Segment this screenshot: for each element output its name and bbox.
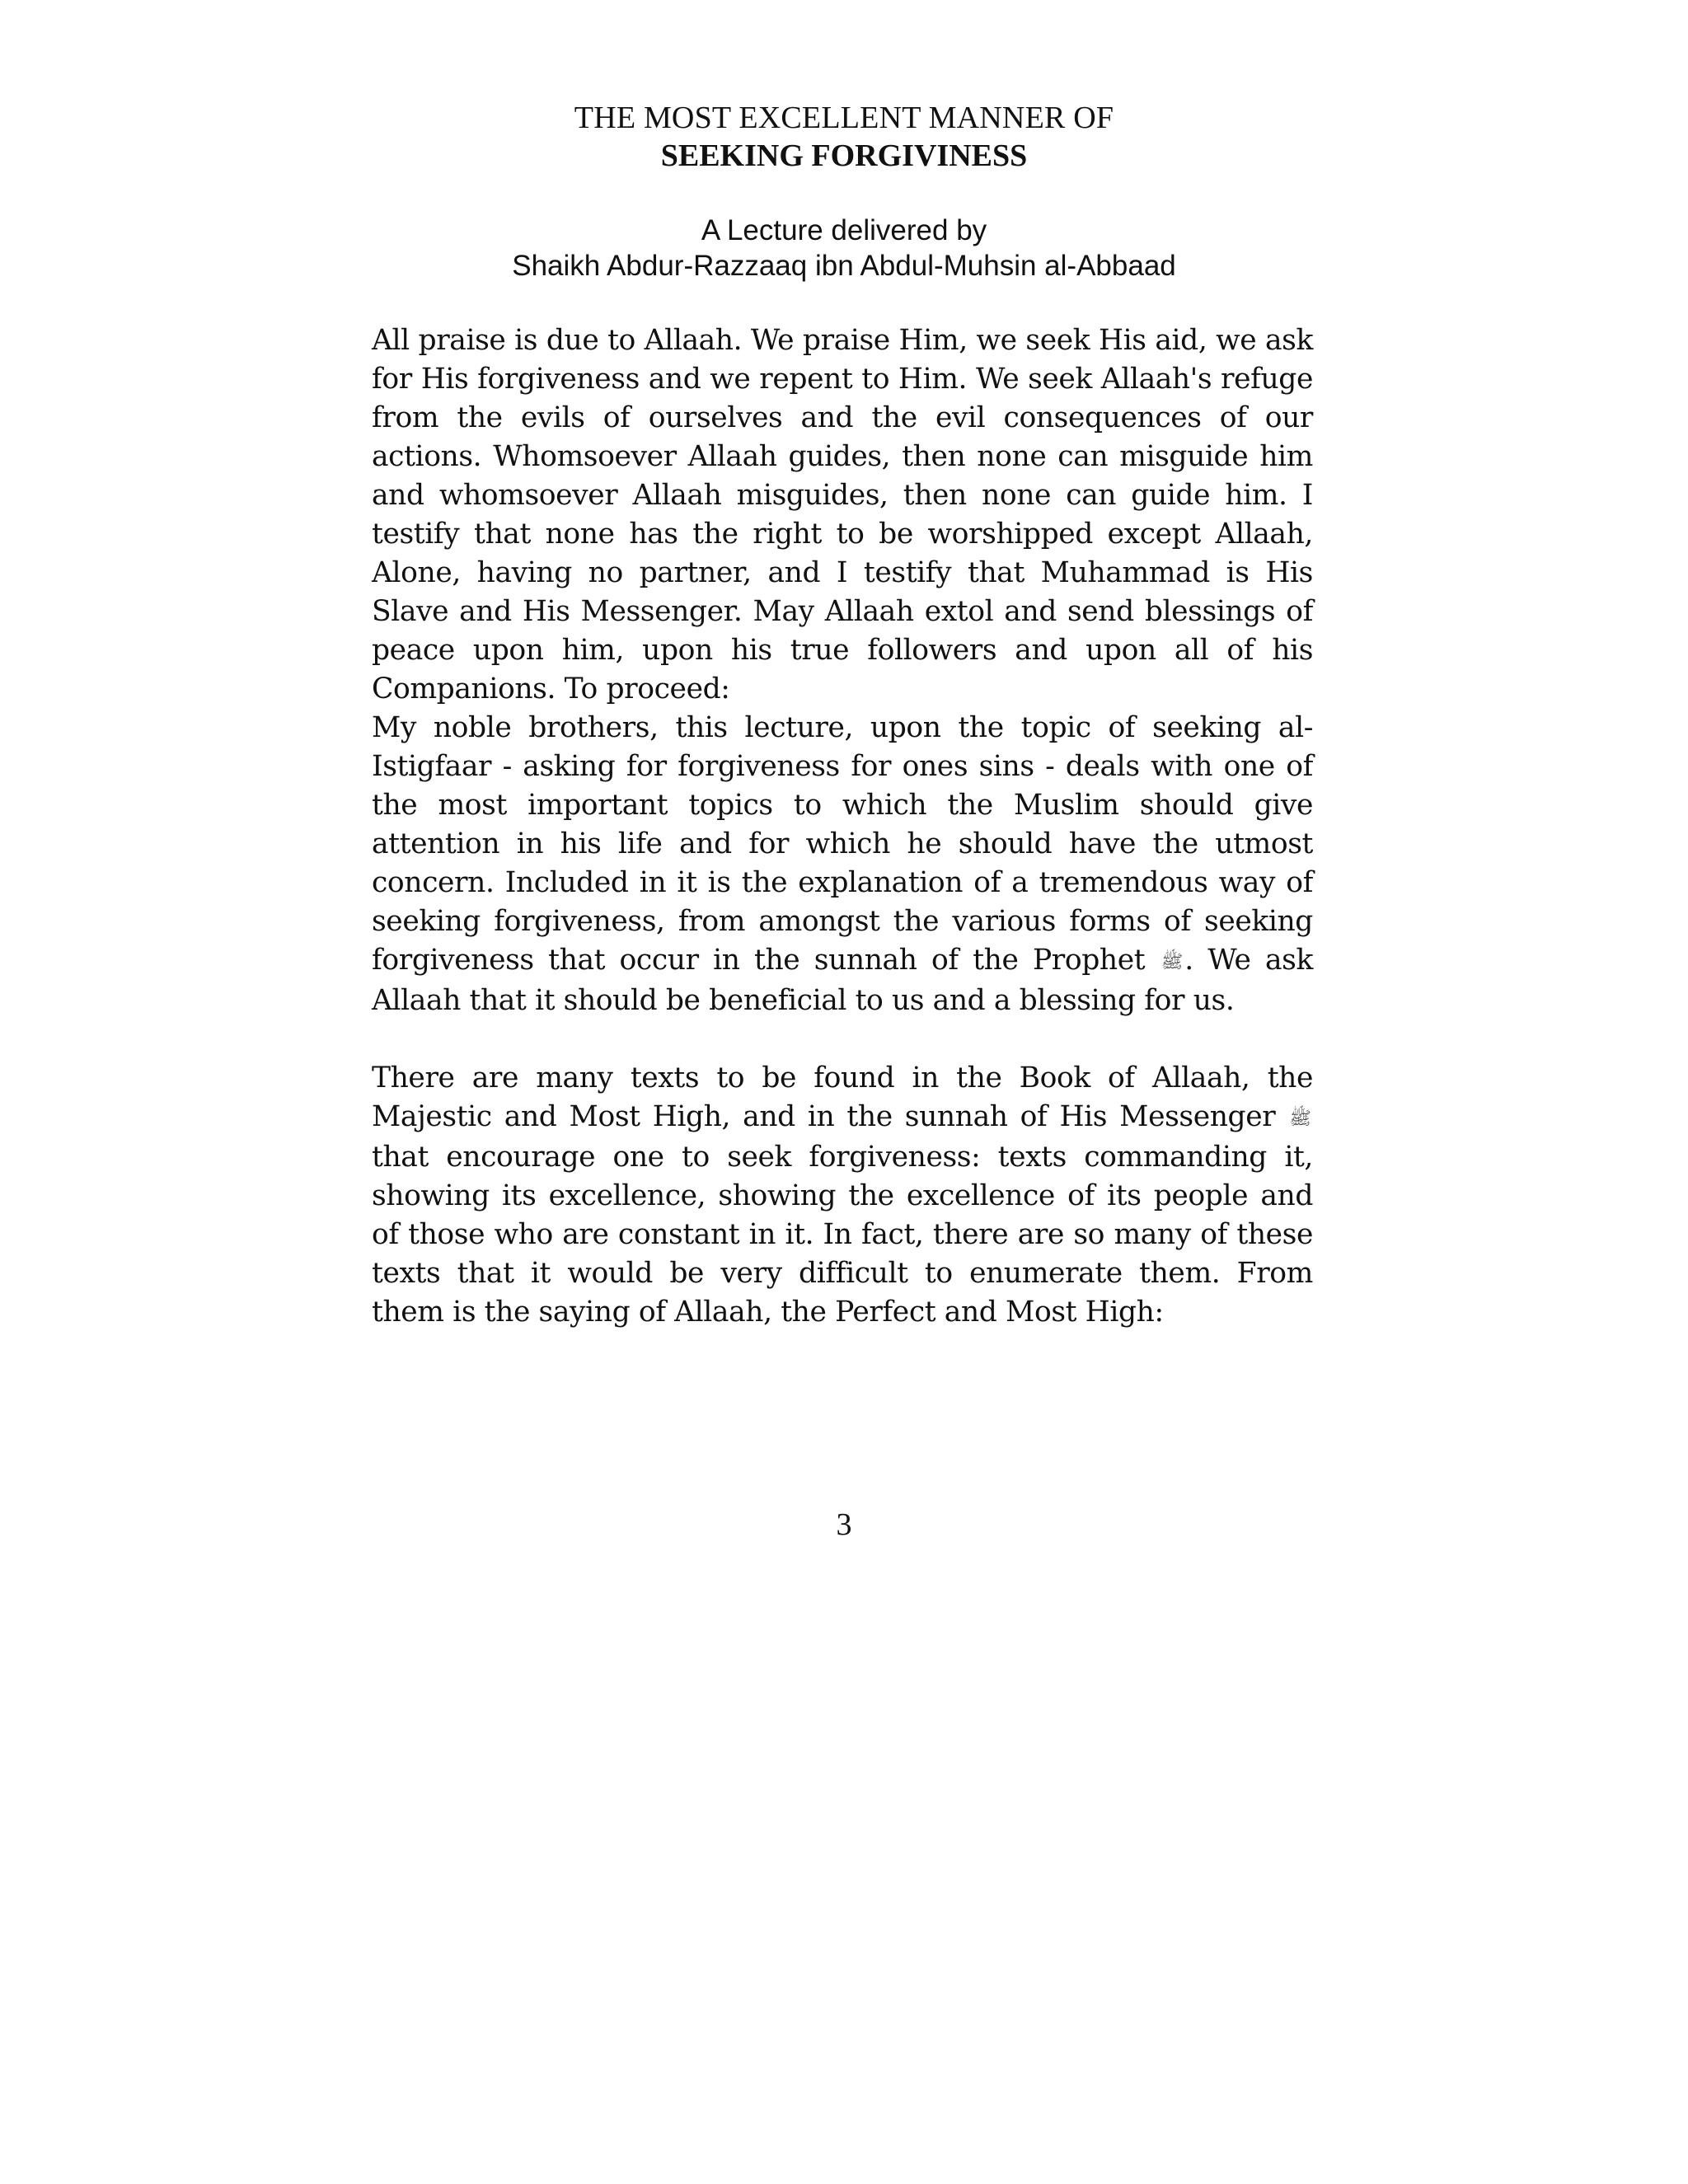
- paragraph-3-text: There are many texts to be found in the Book of Allaah, the Majestic and Most High, and in the sunnah of His Messenger: [372, 1062, 1313, 1133]
- paragraph-2: [372, 709, 1313, 1020]
- page-number: 3: [836, 1507, 852, 1542]
- paragraph-1: All praise is due to Allaah. We praise Him, we seek His aid, we ask for His forgiveness and we repent to Him. We seek Allaah's refuge from the evils of ourselves and the evil consequences of our actions. Whomsoever Allaah guides, then none can misguide him and whomsoever Allaah misguides, then none can guide him. I testify that none has the right to be worshipped except Allaah, Alone, having no partner, and I testify that Muhammad is His Slave and His Messenger. May Allaah extol and send blessings of peace upon him, upon his true followers and upon all of his Companions. To proceed:: [372, 324, 1313, 705]
- salawat-honorific-icon: ﷺ: [1160, 952, 1184, 972]
- paragraph-2-text-end: . We ask Allaah that it should be beneficial to us and a blessing for us.: [372, 944, 1313, 1017]
- byline-line-2: Shaikh Abdur-Razzaaq ibn Abdul-Muhsin al-Abbaad: [512, 250, 1176, 282]
- title-line-2: SEEKING FORGIVINESS: [660, 138, 1028, 173]
- paragraph-3: [372, 1059, 1313, 1332]
- byline: [0, 213, 1688, 284]
- salawat-honorific-icon: ﷺ: [1289, 1108, 1311, 1129]
- byline-line-1: A Lecture delivered by: [701, 214, 987, 246]
- paragraph-3-text-end: that encourage one to seek forgiveness: texts commanding it, showing its excellence, showing the excellence of its people and of those who are constant in it. In fact, there are so many of these texts that it would be very difficult to enumerate them. From them is the saying of Allaah, the Perfect and Most High:: [372, 1141, 1313, 1329]
- paragraph-2-text: My noble brothers, this lecture, upon the topic of seeking al-Istigfaar - asking for forgiveness for ones sins - deals with one of the most important topics to which the Muslim should give attention in his life and for which he should have the utmost concern. Included in it is the explanation of a tremendous way of seeking forgiveness, from amongst the various forms of seeking forgiveness that occur in the sunnah of the Prophet: [372, 711, 1313, 977]
- title-line-1: THE MOST EXCELLENT MANNER OF: [574, 101, 1114, 135]
- body-text: [372, 321, 1313, 1332]
